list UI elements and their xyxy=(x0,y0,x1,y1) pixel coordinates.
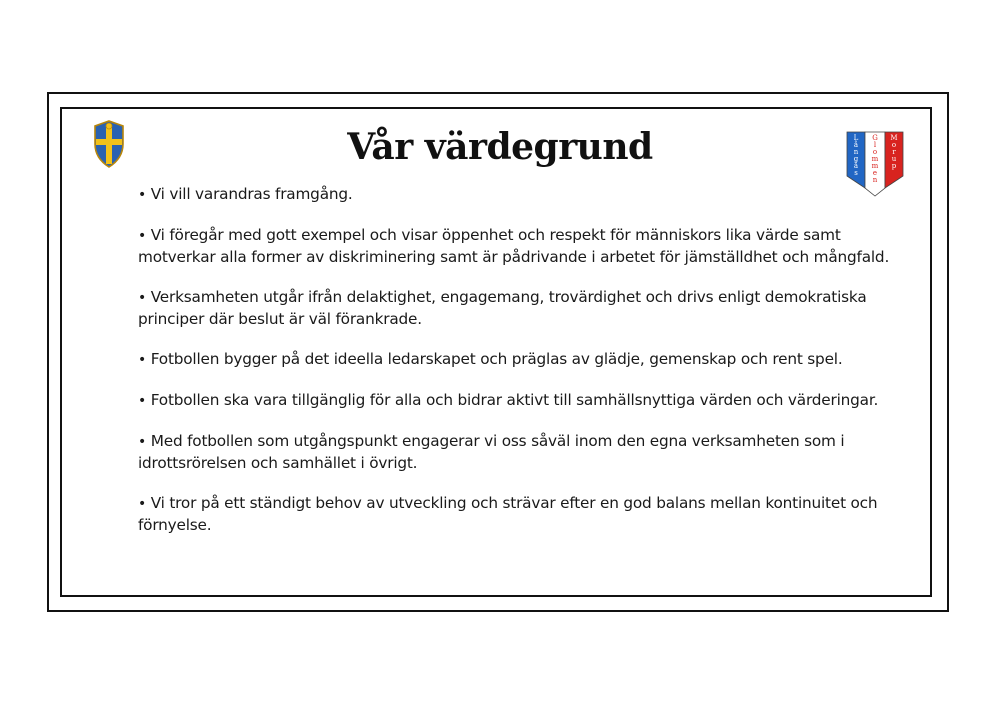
value-text: Vi tror på ett ständigt behov av utveckling och strävar efter en god balans mellan kontinuitet och förnyelse. xyxy=(138,494,878,534)
list-item xyxy=(138,287,908,330)
svg-text:G: G xyxy=(872,134,878,142)
value-text: Fotbollen ska vara tillgänglig för alla och bidrar aktivt till samhällsnyttiga värden och värderingar. xyxy=(150,391,879,409)
list-item xyxy=(138,390,908,412)
page-title: Vår värdegrund xyxy=(347,126,653,168)
bullet: • xyxy=(138,290,147,306)
svg-text:p: p xyxy=(891,162,897,170)
svg-text:l: l xyxy=(873,141,877,149)
svg-text:m: m xyxy=(871,155,879,163)
list-item xyxy=(138,349,908,371)
value-text: Verksamheten utgår ifrån delaktighet, engagemang, trovärdighet och drivs enligt demokratiska principer där beslut är väl förankrade. xyxy=(138,288,867,328)
svg-text:r: r xyxy=(892,148,896,156)
svg-text:n: n xyxy=(853,148,859,156)
bullet: • xyxy=(138,187,147,203)
svg-text:n: n xyxy=(872,176,878,184)
svg-text:e: e xyxy=(872,169,878,177)
svg-text:å: å xyxy=(853,141,859,149)
svg-text:o: o xyxy=(872,148,878,156)
bullet: • xyxy=(138,496,147,512)
svg-text:å: å xyxy=(853,162,859,170)
list-item xyxy=(138,225,908,268)
bullet: • xyxy=(138,393,147,409)
value-text: Vi vill varandras framgång. xyxy=(150,185,353,203)
list-item xyxy=(138,431,908,474)
svg-text:M: M xyxy=(890,134,898,142)
svg-text:s: s xyxy=(854,169,858,177)
value-text: Vi föregår med gott exempel och visar öppenhet och respekt för människors lika värde samt motverkar alla former av diskriminering samt är pådrivande i arbetet för jämställdhet och mångfald. xyxy=(138,226,890,266)
svg-text:L: L xyxy=(853,134,859,142)
svg-text:u: u xyxy=(891,155,897,163)
value-text: Fotbollen bygger på det ideella ledarskapet och präglas av glädje, gemenskap och rent spel. xyxy=(150,350,843,368)
bullet: • xyxy=(138,228,147,244)
list-item xyxy=(138,493,908,536)
bullet: • xyxy=(138,352,147,368)
list-item xyxy=(138,184,908,206)
svg-text:m: m xyxy=(871,162,879,170)
values-list xyxy=(138,184,908,555)
svg-text:o: o xyxy=(891,141,897,149)
svg-text:g: g xyxy=(853,155,859,163)
value-text: Med fotbollen som utgångspunkt engagerar vi oss såväl inom den egna verksamheten som i idrottsrörelsen och samhället i övrigt. xyxy=(138,432,845,472)
bullet: • xyxy=(138,434,147,450)
